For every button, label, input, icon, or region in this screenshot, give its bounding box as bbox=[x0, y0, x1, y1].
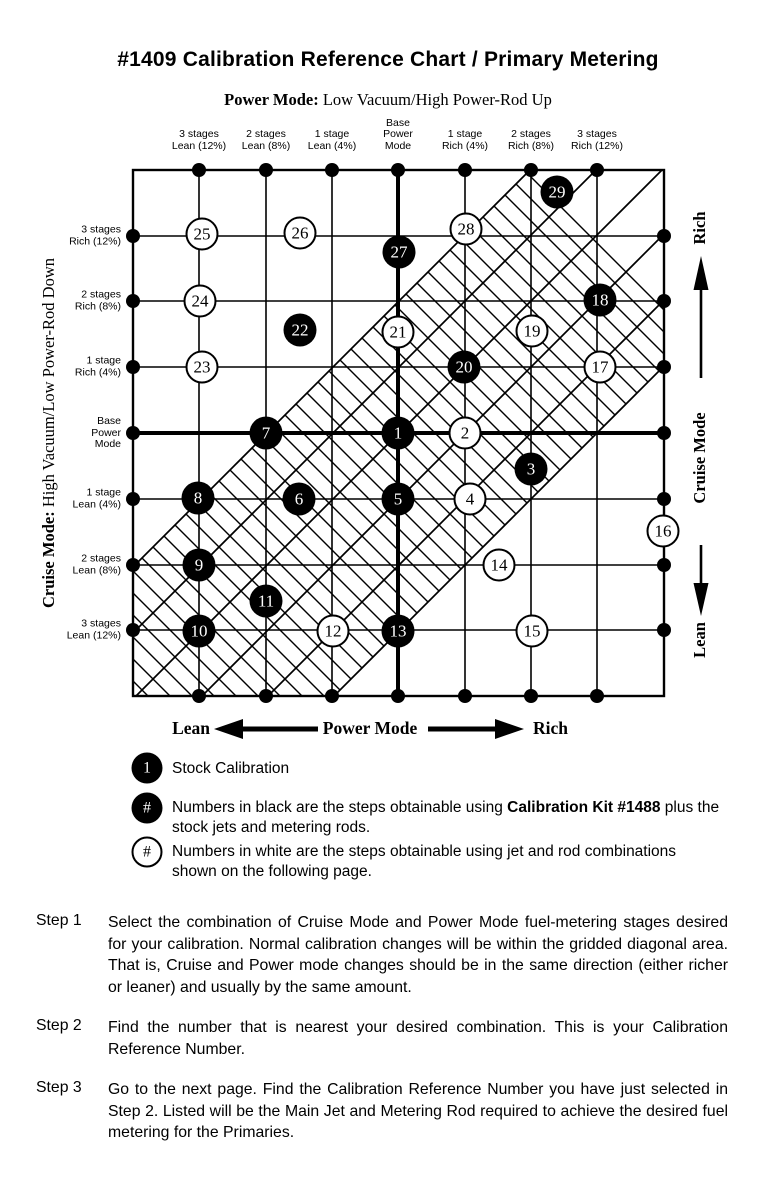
calibration-point: 7 bbox=[250, 417, 283, 450]
calibration-point: 12 bbox=[317, 615, 350, 648]
legend-stock-calibration-marker: 1 bbox=[132, 753, 163, 784]
power-column-label: Base Power Mode bbox=[383, 116, 413, 152]
legend-white-number-marker: # bbox=[132, 837, 163, 868]
bottom-axis-lean-label: Lean bbox=[172, 718, 210, 738]
bottom-axis-rich-label: Rich bbox=[533, 718, 568, 738]
step-2-text: Find the number that is nearest your desired combination. This is your Calibration Reference Number. bbox=[108, 1019, 728, 1058]
calibration-point: 1 bbox=[382, 417, 415, 450]
right-axis-lean-label: Lean bbox=[690, 622, 709, 658]
legend-black-number-text: Numbers in black are the steps obtainable using Calibration Kit #1488 plus the stock jets and metering rods. bbox=[172, 799, 720, 836]
legend-kit-number: Calibration Kit #1488 bbox=[507, 799, 661, 816]
calibration-point: 19 bbox=[516, 315, 549, 348]
power-column-label: 3 stages Lean (12%) bbox=[171, 128, 227, 152]
step-1 bbox=[36, 912, 740, 998]
calibration-point: 18 bbox=[584, 284, 617, 317]
cruise-row-label: 2 stages Rich (8%) bbox=[74, 288, 121, 312]
calibration-point: 29 bbox=[541, 176, 574, 209]
step-3 bbox=[36, 1079, 740, 1144]
step-1-text: Select the combination of Cruise Mode and Power Mode fuel-metering stages desired for your calibration. Normal calibration changes will be within the gridded diagonal area. That is, Cruise and Power mode changes should be in the same direction (either richer or leaner) and usually by the same amount. bbox=[108, 914, 728, 996]
power-column-label: 1 stage Rich (4%) bbox=[441, 128, 489, 152]
cruise-row-label: 2 stages Lean (8%) bbox=[72, 552, 121, 576]
calibration-point: 17 bbox=[584, 351, 617, 384]
cruise-mode-axis-title-bold: Cruise Mode: bbox=[39, 511, 58, 608]
step-3-label: Step 3 bbox=[36, 1079, 82, 1096]
calibration-point: 26 bbox=[284, 217, 317, 250]
cruise-row-label: 3 stages Rich (12%) bbox=[69, 223, 121, 247]
calibration-point: 10 bbox=[183, 615, 216, 648]
cruise-mode-axis-title bbox=[39, 258, 59, 608]
calibration-point: 27 bbox=[383, 236, 416, 269]
cruise-mode-axis-title-rest: High Vacuum/Low Power-Rod Down bbox=[39, 258, 58, 512]
cruise-row-label: 3 stages Lean (12%) bbox=[66, 617, 121, 641]
right-axis-rich-label: Rich bbox=[690, 211, 709, 245]
cruise-row-label: 1 stage Rich (4%) bbox=[74, 354, 121, 378]
step-1-label: Step 1 bbox=[36, 912, 82, 929]
power-mode-axis-title-bold: Power Mode: bbox=[224, 90, 319, 109]
calibration-point: 11 bbox=[250, 585, 283, 618]
power-mode-axis-title-rest: Low Vacuum/High Power-Rod Up bbox=[318, 90, 552, 109]
calibration-point: 2 bbox=[449, 417, 482, 450]
power-column-label: 3 stages Rich (12%) bbox=[571, 128, 623, 152]
calibration-point: 15 bbox=[516, 615, 549, 648]
calibration-point: 3 bbox=[515, 453, 548, 486]
calibration-point: 13 bbox=[382, 615, 415, 648]
step-2-label: Step 2 bbox=[36, 1017, 82, 1034]
right-axis-cruise-mode-label: Cruise Mode bbox=[690, 412, 709, 504]
instructions bbox=[36, 912, 740, 1163]
power-column-label: 2 stages Rich (8%) bbox=[507, 128, 555, 152]
calibration-point: 9 bbox=[183, 549, 216, 582]
legend-white-number-text: Numbers in white are the steps obtainable using jet and rod combinations shown on the following page. bbox=[172, 843, 677, 880]
calibration-point: 14 bbox=[483, 549, 516, 582]
calibration-point: 20 bbox=[448, 351, 481, 384]
calibration-point: 8 bbox=[182, 482, 215, 515]
calibration-point: 21 bbox=[382, 316, 415, 349]
cruise-row-label: Base Power Mode bbox=[91, 414, 121, 450]
calibration-point: 5 bbox=[382, 483, 415, 516]
page-title: #1409 Calibration Reference Chart / Primary Metering bbox=[117, 48, 659, 71]
legend-stock-calibration-text: Stock Calibration bbox=[172, 760, 290, 777]
calibration-point: 4 bbox=[454, 483, 487, 516]
power-column-label: 2 stages Lean (8%) bbox=[241, 128, 291, 152]
step-3-text: Go to the next page. Find the Calibration Reference Number you have just selected in Step 2. Listed will be the Main Jet and Metering Rod required to achieve the desired fuel metering for the Primaries. bbox=[108, 1081, 728, 1141]
calibration-point: 24 bbox=[184, 285, 217, 318]
calibration-point: 22 bbox=[284, 314, 317, 347]
step-2 bbox=[36, 1017, 740, 1060]
calibration-point: 25 bbox=[186, 218, 219, 251]
bottom-axis-power-mode-label: Power Mode bbox=[322, 718, 418, 738]
legend-black-number-marker: # bbox=[132, 793, 163, 824]
calibration-point: 28 bbox=[450, 213, 483, 246]
calibration-point: 16 bbox=[647, 515, 680, 548]
cruise-row-label: 1 stage Lean (4%) bbox=[72, 486, 121, 510]
power-column-label: 1 stage Lean (4%) bbox=[307, 128, 357, 152]
calibration-point: 23 bbox=[186, 351, 219, 384]
calibration-point: 6 bbox=[283, 483, 316, 516]
